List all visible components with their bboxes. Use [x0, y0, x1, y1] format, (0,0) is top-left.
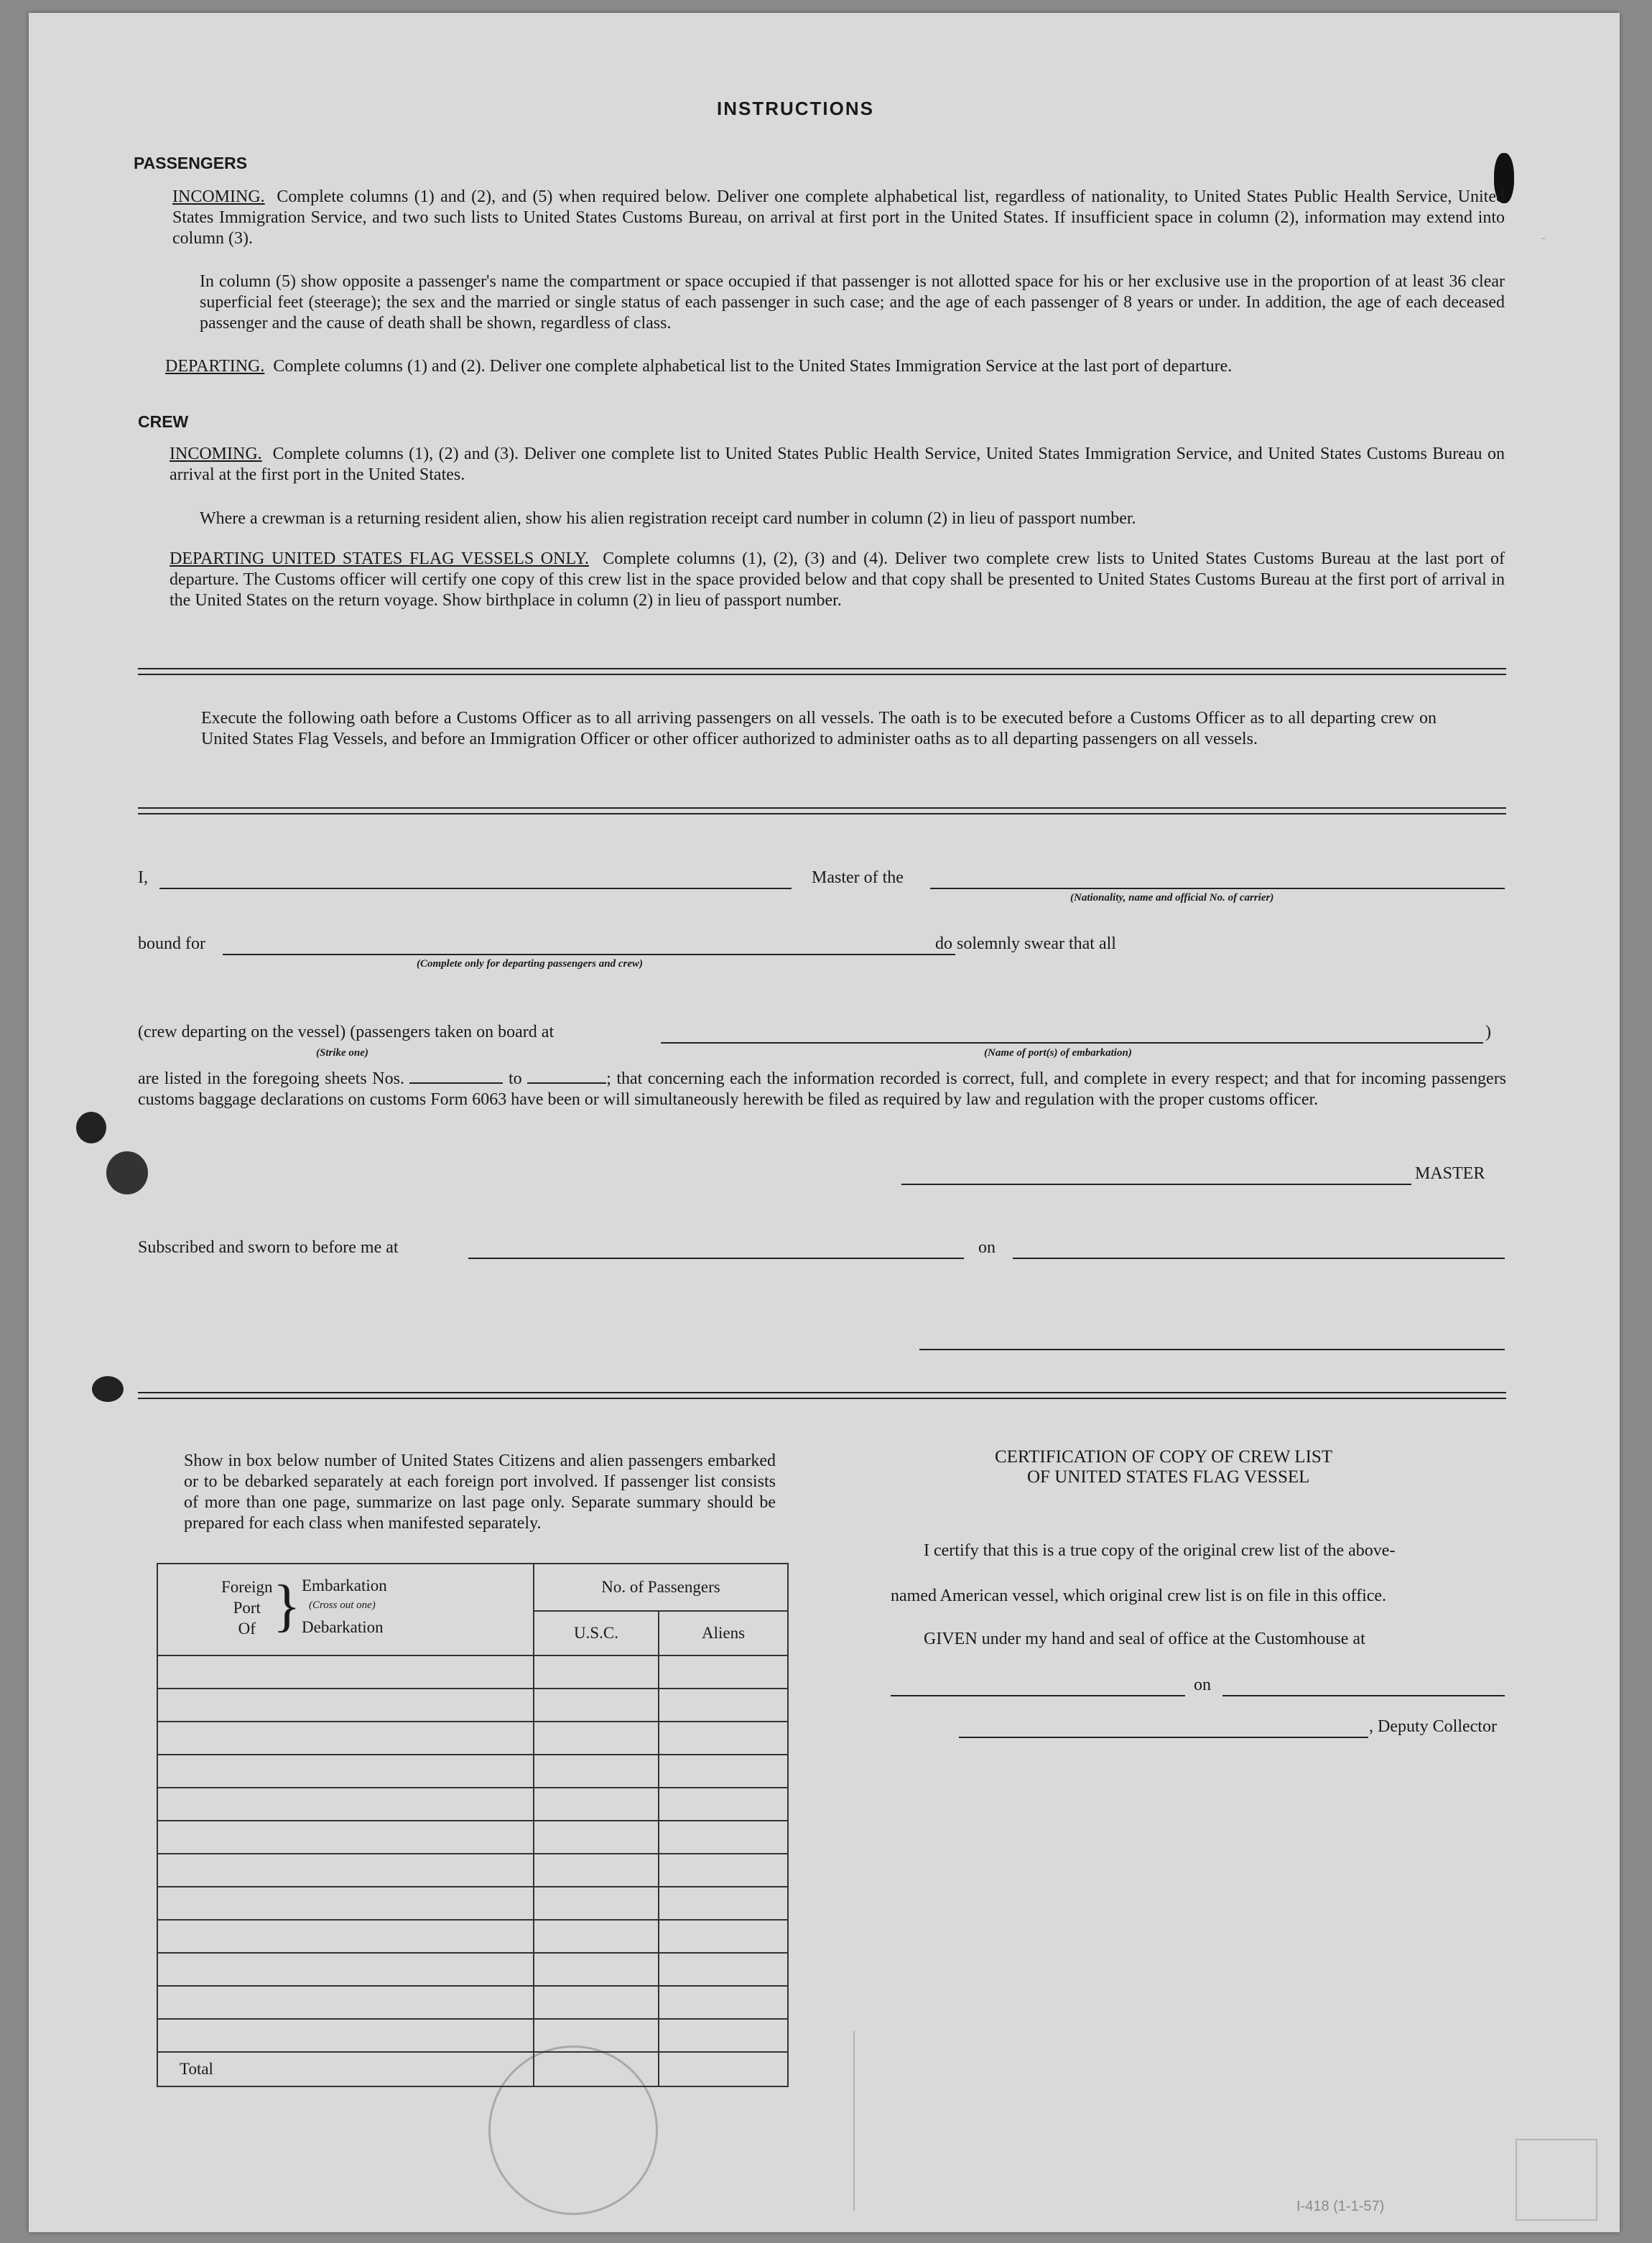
certify-line2: named American vessel, which original crew list is on file in this office.	[891, 1587, 1387, 1605]
total-label: Total	[157, 2052, 534, 2086]
section-divider	[138, 1392, 1506, 1399]
port-cell[interactable]	[157, 1953, 534, 1986]
port-cell[interactable]	[157, 1854, 534, 1887]
sheets-paragraph	[138, 1069, 1506, 1110]
of-label: Of	[238, 1620, 256, 1638]
usc-cell[interactable]	[534, 1986, 659, 2019]
sheets-text: ; that concerning each the information recorded is correct, full, and complete in every respect; and that for incoming passengers customs baggage declarations on customs Form 6063 have been or will simultaneously herewith be filed as required by law and regulation with the proper customs officer.	[138, 1069, 1507, 1109]
ink-blot	[76, 1112, 106, 1143]
embarkation-label: Embarkation	[302, 1576, 387, 1594]
aliens-cell[interactable]	[659, 1821, 788, 1854]
debarkation-label: Debarkation	[302, 1618, 384, 1636]
brace-glyph: }	[273, 1574, 301, 1638]
bound-for-line[interactable]	[223, 954, 955, 955]
cross-out-caption: (Cross out one)	[309, 1599, 376, 1611]
master-label: MASTER	[1415, 1164, 1485, 1183]
master-signature-line[interactable]	[901, 1184, 1411, 1185]
usc-cell[interactable]	[534, 1655, 659, 1689]
usc-cell[interactable]	[534, 1854, 659, 1887]
usc-cell[interactable]	[534, 1953, 659, 1986]
aliens-header: Aliens	[659, 1611, 788, 1655]
port-cell[interactable]	[157, 1689, 534, 1722]
aliens-cell[interactable]	[659, 1755, 788, 1788]
port-cell[interactable]	[157, 2019, 534, 2052]
port-cell[interactable]	[157, 1986, 534, 2019]
port-cell[interactable]	[157, 1755, 534, 1788]
crew-incoming-label: INCOMING.	[170, 445, 262, 463]
deputy-collector-label: , Deputy Collector	[1369, 1717, 1497, 1736]
bound-for-label: bound for	[138, 934, 205, 953]
subscribed-place-line[interactable]	[468, 1258, 964, 1259]
bleed-through-text: -	[1541, 228, 1546, 246]
carrier-caption: (Nationality, name and official No. of carrier)	[1070, 892, 1274, 904]
certify-line1: I certify that this is a true copy of the original crew list of the above-	[924, 1541, 1396, 1560]
port-cell[interactable]	[157, 1788, 534, 1821]
crew-departing-label: DEPARTING UNITED STATES FLAG VESSELS ONLY.	[170, 549, 589, 568]
total-usc-cell[interactable]	[534, 2052, 659, 2086]
passengers-departing-paragraph	[165, 356, 1505, 377]
passengers-column5-paragraph: In column (5) show opposite a passenger's name the compartment or space occupied if that passenger is not allotted space for his or her exclusive use in the proportion of at least 36 clear superficial feet (steerage); the sex and the married or single status of each passenger in such case; and the age of each passenger of 8 years or under. In addition, the age of each deceased passenger and the cause of death shall be shown, regardless of class.	[200, 272, 1505, 333]
page-title: INSTRUCTIONS	[717, 98, 874, 119]
aliens-cell[interactable]	[659, 1854, 788, 1887]
passengers-departing-label: DEPARTING.	[165, 357, 265, 376]
aliens-cell[interactable]	[659, 1722, 788, 1755]
fold-line	[853, 2031, 855, 2211]
usc-cell[interactable]	[534, 1887, 659, 1920]
master-name-line[interactable]	[159, 888, 792, 889]
sheets-prefix: are listed in the foregoing sheets Nos.	[138, 1069, 404, 1088]
summary-instruction: Show in box below number of United States Citizens and alien passengers embarked or to be debarked separately at each foreign port involved. If passenger list consists of more than one page, summarize on last page only. Separate summary should be prepared for each class when manifested separately.	[184, 1452, 776, 1533]
usc-cell[interactable]	[534, 1920, 659, 1953]
port-header-cell	[157, 1564, 534, 1655]
crew-incoming-paragraph	[170, 444, 1505, 486]
subscribed-date-line[interactable]	[1013, 1258, 1505, 1259]
certification-on-label: on	[1194, 1676, 1211, 1694]
crew-departing-text: Complete columns (1), (2), (3) and (4). Deliver two complete crew lists to United States Customs Bureau at the last port of departure. The Customs officer will certify one copy of this crew list in the space provided below and that copy shall be presented to United States Customs Bureau at the first port of arrival in the United States on the return voyage. Show birthplace in column (2) in lieu of passport number.	[170, 549, 1505, 610]
i-label: I,	[138, 868, 148, 887]
customhouse-line[interactable]	[891, 1695, 1185, 1696]
crew-departing-paragraph	[170, 549, 1505, 611]
port-cell[interactable]	[157, 1920, 534, 1953]
usc-header: U.S.C.	[534, 1611, 659, 1655]
crew-resident-paragraph: Where a crewman is a returning resident alien, show his alien registration receipt card number in column (2) in lieu of passport number.	[200, 509, 1136, 528]
ink-blot	[92, 1376, 124, 1402]
port-cell[interactable]	[157, 1722, 534, 1755]
aliens-cell[interactable]	[659, 1953, 788, 1986]
section-divider	[138, 668, 1506, 675]
close-paren: )	[1485, 1023, 1491, 1041]
swear-text: do solemnly swear that all	[935, 934, 1116, 953]
aliens-cell[interactable]	[659, 1689, 788, 1722]
usc-cell[interactable]	[534, 2019, 659, 2052]
foreign-port-of	[221, 1576, 273, 1639]
oath-instruction: Execute the following oath before a Customs Officer as to all arriving passengers on all vessels. The oath is to be executed before a Customs Officer as to all departing crew on United States Flag Vessels, and before an Immigration Officer or other officer authorized to administer oaths as to all departing passengers on all vessels.	[201, 709, 1437, 748]
crew-heading: CREW	[138, 412, 189, 431]
port-cell[interactable]	[157, 1655, 534, 1689]
certification-date-line[interactable]	[1222, 1695, 1505, 1696]
ink-blot	[106, 1151, 148, 1194]
embarkation-ports-line[interactable]	[661, 1042, 1483, 1044]
ports-caption: (Name of port(s) of embarkation)	[984, 1047, 1132, 1059]
passengers-incoming-paragraph	[172, 187, 1505, 249]
aliens-cell[interactable]	[659, 1788, 788, 1821]
document-page	[29, 13, 1620, 2232]
port-cell[interactable]	[157, 1887, 534, 1920]
form-number: I-418 (1-1-57)	[1296, 2198, 1385, 2214]
certification-title-line2: OF UNITED STATES FLAG VESSEL	[1027, 1467, 1310, 1487]
subscribed-label: Subscribed and sworn to before me at	[138, 1238, 399, 1257]
usc-cell[interactable]	[534, 1755, 659, 1788]
usc-cell[interactable]	[534, 1722, 659, 1755]
crew-passengers-text: (crew departing on the vessel) (passengers taken on board at	[138, 1023, 554, 1041]
aliens-cell[interactable]	[659, 2019, 788, 2052]
deputy-collector-line[interactable]	[959, 1737, 1368, 1738]
certification-title-line1: CERTIFICATION OF COPY OF CREW LIST	[995, 1447, 1333, 1467]
given-line: GIVEN under my hand and seal of office at the Customhouse at	[924, 1630, 1365, 1648]
bound-for-caption: (Complete only for departing passengers and crew)	[417, 958, 643, 970]
aliens-cell[interactable]	[659, 1920, 788, 1953]
passengers-incoming-label: INCOMING.	[172, 187, 265, 206]
passengers-departing-text: Complete columns (1) and (2). Deliver one complete alphabetical list to the United States Immigration Service at the last port of departure.	[273, 357, 1233, 376]
usc-cell[interactable]	[534, 1821, 659, 1854]
aliens-cell[interactable]	[659, 1655, 788, 1689]
officer-signature-line[interactable]	[919, 1349, 1505, 1350]
total-aliens-cell[interactable]	[659, 2052, 788, 2086]
aliens-cell[interactable]	[659, 1887, 788, 1920]
no-of-passengers-header: No. of Passengers	[534, 1564, 788, 1611]
to-label: to	[509, 1069, 522, 1088]
aliens-cell[interactable]	[659, 1986, 788, 2019]
passenger-summary-table	[157, 1563, 789, 2087]
carrier-line[interactable]	[930, 888, 1505, 889]
crew-incoming-text: Complete columns (1), (2) and (3). Deliver one complete list to United States Public Health Service, United States Immigration Service, and United States Customs Bureau on arrival at the first port in the United States.	[170, 445, 1505, 484]
foreign-label: Foreign	[221, 1578, 273, 1596]
sheet-to-field[interactable]	[527, 1069, 606, 1084]
port-cell[interactable]	[157, 1821, 534, 1854]
port-label: Port	[233, 1599, 261, 1617]
strike-one-caption: (Strike one)	[316, 1047, 368, 1059]
usc-cell[interactable]	[534, 1788, 659, 1821]
sheet-from-field[interactable]	[409, 1069, 503, 1084]
subscribed-on-label: on	[978, 1238, 996, 1257]
footer-box	[1516, 2139, 1597, 2221]
passengers-incoming-text: Complete columns (1) and (2), and (5) when required below. Deliver one complete alphabetical list, regardless of nationality, to United States Public Health Service, United States Immigration Service, and two such lists to United States Customs Bureau, on arrival at first port in the United States. If insufficient space in column (2), information may extend into column (3).	[172, 187, 1505, 248]
section-divider	[138, 807, 1506, 814]
passengers-heading: PASSENGERS	[134, 154, 248, 172]
usc-cell[interactable]	[534, 1689, 659, 1722]
master-of-label: Master of the	[812, 868, 904, 887]
